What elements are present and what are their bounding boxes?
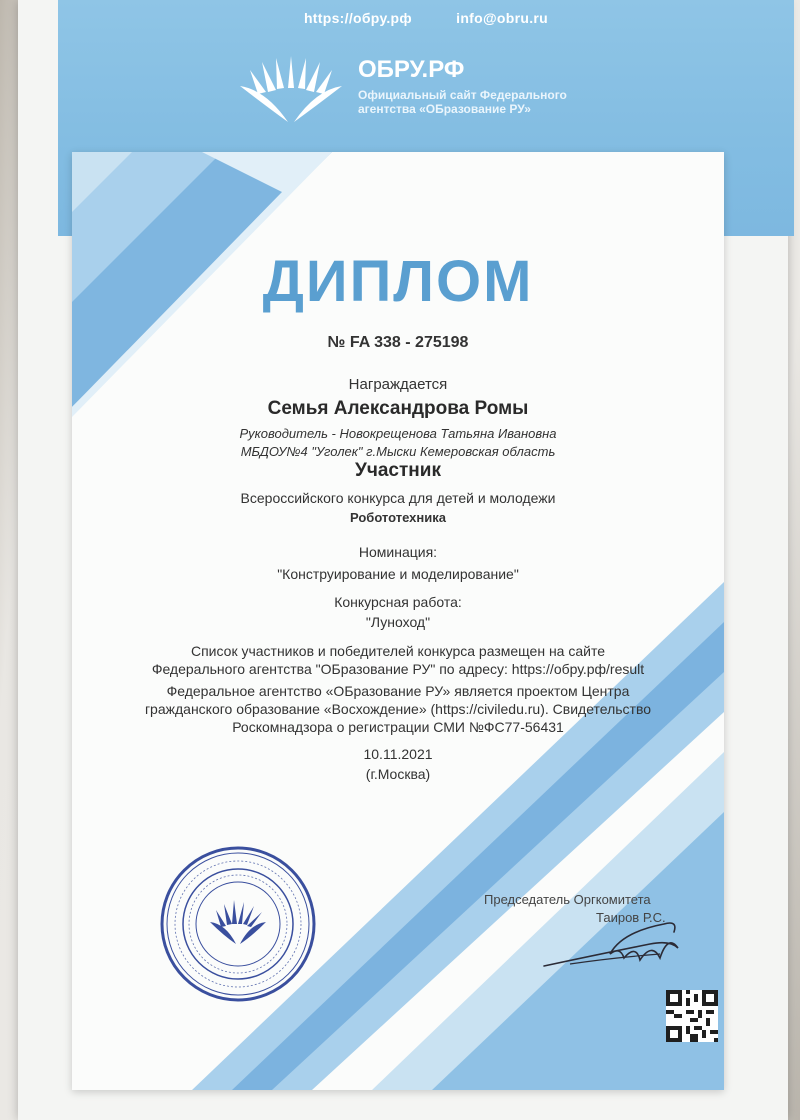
leader-line: Руководитель - Новокрещенова Татьяна Ивановна xyxy=(239,426,557,441)
diploma-title: ДИПЛОМ xyxy=(262,249,534,314)
results-info xyxy=(72,642,724,678)
brand-logo xyxy=(236,56,676,126)
contest-name: Всероссийского конкурса для детей и молодежи xyxy=(240,490,556,506)
site-link[interactable]: https://обру.рф xyxy=(303,10,412,26)
organization-line: МБДОУ№4 "Уголек" г.Мыски Кемеровская область xyxy=(240,444,556,459)
stamp-seal-icon xyxy=(158,844,318,1004)
brand-subtitle-line: агентства «ОБразование РУ» xyxy=(358,102,531,116)
agency-info xyxy=(72,682,724,736)
nomination-label: Номинация: xyxy=(358,544,438,560)
header-links xyxy=(58,10,794,26)
participant-status: Участник xyxy=(355,460,441,481)
agency-info-line: гражданского образование «Восхождение» (https://civiledu.ru). Свидетельство xyxy=(144,701,652,717)
issue-city: (г.Москва) xyxy=(365,766,431,782)
brand-name: ОБРУ.РФ xyxy=(358,56,465,83)
work-value: "Луноход" xyxy=(365,614,431,630)
brand-subtitle-line: Официальный сайт Федерального xyxy=(358,88,567,102)
recipient-name: Семья Александрова Ромы xyxy=(267,398,529,419)
email-link[interactable]: info@obru.ru xyxy=(456,10,549,26)
qr-code-icon xyxy=(666,990,718,1042)
agency-info-line: Роскомнадзора о регистрации СМИ №ФС77-56431 xyxy=(232,719,564,735)
work-label: Конкурсная работа: xyxy=(334,594,462,610)
brand-subtitle xyxy=(358,88,658,116)
diploma-number: № FA 338 - 275198 xyxy=(327,334,469,351)
awarded-label: Награждается xyxy=(348,376,448,393)
chair-title: Председатель Оргкомитета xyxy=(484,892,651,907)
nomination-value: "Конструирование и моделирование" xyxy=(277,566,519,582)
issue-date: 10.11.2021 xyxy=(363,746,433,762)
diploma-sheet xyxy=(72,152,724,1090)
contest-topic: Робототехника xyxy=(350,510,446,525)
results-info-line: Список участников и победителей конкурса размещен на сайте xyxy=(190,643,605,659)
agency-info-line: Федеральное агентство «ОБразование РУ» является проектом Центра xyxy=(166,683,630,699)
results-info-line: Федерального агентства "ОБразование РУ" по адресу: https://обру.рф/result xyxy=(151,661,645,677)
signature-icon xyxy=(540,914,690,974)
chair-name: Таиров Р.С. xyxy=(596,910,666,925)
book-logo-icon xyxy=(236,56,346,126)
